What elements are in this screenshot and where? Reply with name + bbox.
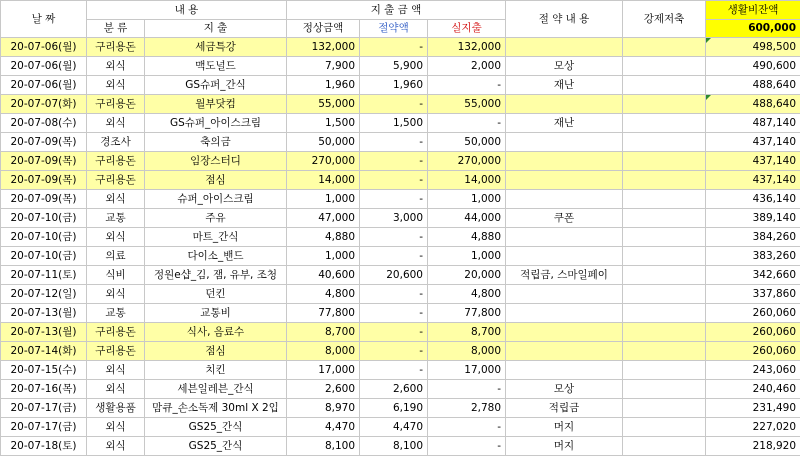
cell-date[interactable]: 20-07-08(수) xyxy=(1,114,87,133)
cell-category[interactable]: 교통 xyxy=(87,209,145,228)
cell-normal-amount[interactable]: 4,470 xyxy=(287,418,360,437)
header-content[interactable]: 내 용 xyxy=(87,1,287,20)
cell-expense-item[interactable]: 세금특강 xyxy=(145,38,287,57)
cell-forced-saving[interactable] xyxy=(623,190,706,209)
cell-actual-amount[interactable]: 50,000 xyxy=(428,133,506,152)
cell-saved-amount[interactable]: 3,000 xyxy=(360,209,428,228)
header-normal-amount[interactable]: 정상금액 xyxy=(287,20,360,38)
cell-date[interactable]: 20-07-17(금) xyxy=(1,399,87,418)
cell-expense-item[interactable]: 점심 xyxy=(145,171,287,190)
cell-category[interactable]: 구리용돈 xyxy=(87,38,145,57)
cell-forced-saving[interactable] xyxy=(623,361,706,380)
table-row xyxy=(1,342,800,361)
cell-saved-amount[interactable]: - xyxy=(360,304,428,323)
cell-normal-amount[interactable]: 270,000 xyxy=(287,152,360,171)
cell-expense-item[interactable]: 세븐일레븐_간식 xyxy=(145,380,287,399)
cell-forced-saving[interactable] xyxy=(623,38,706,57)
cell-expense-item[interactable]: 치킨 xyxy=(145,361,287,380)
cell-living-balance[interactable]: 488,640 xyxy=(706,76,800,95)
cell-actual-amount[interactable]: 44,000 xyxy=(428,209,506,228)
header-saving-note[interactable]: 절 약 내 용 xyxy=(506,1,623,38)
cell-saving-note[interactable] xyxy=(506,152,623,171)
table-row xyxy=(1,38,800,57)
cell-saving-note[interactable] xyxy=(506,323,623,342)
cell-normal-amount[interactable]: 55,000 xyxy=(287,95,360,114)
cell-actual-amount[interactable]: 270,000 xyxy=(428,152,506,171)
cell-saving-note[interactable] xyxy=(506,247,623,266)
cell-saving-note[interactable]: 모상 xyxy=(506,57,623,76)
cell-date[interactable]: 20-07-13(월) xyxy=(1,304,87,323)
cell-category[interactable]: 외식 xyxy=(87,57,145,76)
cell-date[interactable]: 20-07-10(금) xyxy=(1,209,87,228)
cell-expense-item[interactable]: 맥도널드 xyxy=(145,57,287,76)
table-row xyxy=(1,323,800,342)
cell-saved-amount[interactable]: 4,470 xyxy=(360,418,428,437)
cell-saving-note[interactable] xyxy=(506,285,623,304)
cell-forced-saving[interactable] xyxy=(623,57,706,76)
cell-forced-saving[interactable] xyxy=(623,247,706,266)
cell-category[interactable]: 경조사 xyxy=(87,133,145,152)
cell-actual-amount[interactable]: 2,000 xyxy=(428,57,506,76)
cell-category[interactable]: 외식 xyxy=(87,285,145,304)
cell-category[interactable]: 구리용돈 xyxy=(87,171,145,190)
cell-saving-note[interactable] xyxy=(506,361,623,380)
cell-saved-amount[interactable]: - xyxy=(360,342,428,361)
table-row xyxy=(1,57,800,76)
cell-actual-amount[interactable]: 1,000 xyxy=(428,247,506,266)
cell-living-balance[interactable]: 384,260 xyxy=(706,228,800,247)
cell-normal-amount[interactable]: 8,100 xyxy=(287,437,360,456)
cell-forced-saving[interactable] xyxy=(623,171,706,190)
cell-actual-amount[interactable]: 4,800 xyxy=(428,285,506,304)
cell-category[interactable]: 외식 xyxy=(87,437,145,456)
header-actual-amount[interactable]: 실지출 xyxy=(428,20,506,38)
cell-normal-amount[interactable]: 1,960 xyxy=(287,76,360,95)
cell-actual-amount[interactable]: - xyxy=(428,114,506,133)
cell-actual-amount[interactable]: 8,000 xyxy=(428,342,506,361)
table-row xyxy=(1,190,800,209)
cell-expense-item[interactable]: 교통비 xyxy=(145,304,287,323)
cell-expense-item[interactable]: 월부닷컴 xyxy=(145,95,287,114)
header-category[interactable]: 분 류 xyxy=(87,20,145,38)
table-row xyxy=(1,114,800,133)
cell-actual-amount[interactable]: - xyxy=(428,76,506,95)
table-row xyxy=(1,247,800,266)
cell-expense-item[interactable]: 점심 xyxy=(145,342,287,361)
cell-normal-amount[interactable]: 17,000 xyxy=(287,361,360,380)
cell-forced-saving[interactable] xyxy=(623,95,706,114)
cell-living-balance[interactable]: 487,140 xyxy=(706,114,800,133)
cell-saving-note[interactable] xyxy=(506,95,623,114)
cell-date[interactable]: 20-07-14(화) xyxy=(1,342,87,361)
cell-normal-amount[interactable]: 14,000 xyxy=(287,171,360,190)
cell-date[interactable]: 20-07-09(목) xyxy=(1,152,87,171)
cell-date[interactable]: 20-07-15(수) xyxy=(1,361,87,380)
cell-living-balance[interactable]: 231,490 xyxy=(706,399,800,418)
cell-date[interactable]: 20-07-09(목) xyxy=(1,190,87,209)
cell-expense-item[interactable]: 다이소_밴드 xyxy=(145,247,287,266)
cell-normal-amount[interactable]: 4,880 xyxy=(287,228,360,247)
cell-actual-amount[interactable]: - xyxy=(428,437,506,456)
cell-living-balance[interactable]: 437,140 xyxy=(706,171,800,190)
table-row xyxy=(1,304,800,323)
cell-actual-amount[interactable]: 4,880 xyxy=(428,228,506,247)
cell-living-balance[interactable]: 437,140 xyxy=(706,152,800,171)
cell-actual-amount[interactable]: 55,000 xyxy=(428,95,506,114)
cell-saved-amount[interactable]: - xyxy=(360,171,428,190)
cell-living-balance[interactable]: 337,860 xyxy=(706,285,800,304)
cell-category[interactable]: 외식 xyxy=(87,418,145,437)
cell-expense-item[interactable]: 던킨 xyxy=(145,285,287,304)
cell-forced-saving[interactable] xyxy=(623,323,706,342)
cell-saved-amount[interactable]: 1,500 xyxy=(360,114,428,133)
cell-living-balance[interactable]: 260,060 xyxy=(706,342,800,361)
cell-category[interactable]: 의료 xyxy=(87,247,145,266)
table-row xyxy=(1,228,800,247)
header-date[interactable]: 날 짜 xyxy=(1,1,87,38)
cell-date[interactable]: 20-07-18(토) xyxy=(1,437,87,456)
cell-living-balance[interactable]: 342,660 xyxy=(706,266,800,285)
cell-living-balance[interactable]: 389,140 xyxy=(706,209,800,228)
table-row xyxy=(1,418,800,437)
header-saved-amount[interactable]: 절약액 xyxy=(360,20,428,38)
cell-category[interactable]: 외식 xyxy=(87,228,145,247)
cell-date[interactable]: 20-07-09(목) xyxy=(1,133,87,152)
cell-living-balance[interactable]: 437,140 xyxy=(706,133,800,152)
cell-date[interactable]: 20-07-13(월) xyxy=(1,323,87,342)
cell-normal-amount[interactable]: 47,000 xyxy=(287,209,360,228)
cell-date[interactable]: 20-07-16(목) xyxy=(1,380,87,399)
cell-actual-amount[interactable]: 2,780 xyxy=(428,399,506,418)
cell-saving-note[interactable]: 재난 xyxy=(506,114,623,133)
table-row xyxy=(1,266,800,285)
cell-saved-amount[interactable]: 6,190 xyxy=(360,399,428,418)
cell-date[interactable]: 20-07-07(화) xyxy=(1,95,87,114)
cell-forced-saving[interactable] xyxy=(623,304,706,323)
cell-date[interactable]: 20-07-10(금) xyxy=(1,228,87,247)
cell-saved-amount[interactable]: 2,600 xyxy=(360,380,428,399)
cell-living-balance[interactable]: 240,460 xyxy=(706,380,800,399)
cell-actual-amount[interactable]: 1,000 xyxy=(428,190,506,209)
cell-category[interactable]: 교통 xyxy=(87,304,145,323)
cell-normal-amount[interactable]: 8,700 xyxy=(287,323,360,342)
cell-saving-note[interactable] xyxy=(506,304,623,323)
cell-saved-amount[interactable]: - xyxy=(360,285,428,304)
cell-forced-saving[interactable] xyxy=(623,228,706,247)
cell-date[interactable]: 20-07-09(목) xyxy=(1,171,87,190)
cell-normal-amount[interactable]: 50,000 xyxy=(287,133,360,152)
cell-expense-item[interactable]: 슈퍼_아이스크림 xyxy=(145,190,287,209)
cell-expense-item[interactable]: 맘큐_손소독제 30ml X 2입 xyxy=(145,399,287,418)
table-row xyxy=(1,361,800,380)
table-row xyxy=(1,76,800,95)
header-expense[interactable]: 지 출 xyxy=(145,20,287,38)
cell-category[interactable]: 구리용돈 xyxy=(87,152,145,171)
header-amount-group[interactable]: 지 출 금 액 xyxy=(287,1,506,20)
cell-forced-saving[interactable] xyxy=(623,380,706,399)
cell-expense-item[interactable]: GS25_간식 xyxy=(145,418,287,437)
cell-saved-amount[interactable]: - xyxy=(360,361,428,380)
cell-expense-item[interactable]: 주유 xyxy=(145,209,287,228)
cell-expense-item[interactable]: 마트_간식 xyxy=(145,228,287,247)
cell-forced-saving[interactable] xyxy=(623,418,706,437)
cell-living-balance[interactable]: 490,600 xyxy=(706,57,800,76)
cell-living-balance[interactable]: 436,140 xyxy=(706,190,800,209)
cell-saving-note[interactable]: 머지 xyxy=(506,437,623,456)
cell-actual-amount[interactable]: 17,000 xyxy=(428,361,506,380)
cell-saved-amount[interactable]: - xyxy=(360,228,428,247)
cell-saving-note[interactable] xyxy=(506,38,623,57)
table-row xyxy=(1,171,800,190)
cell-actual-amount[interactable]: 14,000 xyxy=(428,171,506,190)
table-row xyxy=(1,380,800,399)
cell-saved-amount[interactable]: - xyxy=(360,133,428,152)
cell-forced-saving[interactable] xyxy=(623,285,706,304)
cell-normal-amount[interactable]: 8,000 xyxy=(287,342,360,361)
cell-actual-amount[interactable]: - xyxy=(428,418,506,437)
cell-forced-saving[interactable] xyxy=(623,152,706,171)
cell-category[interactable]: 식비 xyxy=(87,266,145,285)
cell-category[interactable]: 구리용돈 xyxy=(87,95,145,114)
cell-actual-amount[interactable]: 132,000 xyxy=(428,38,506,57)
cell-category[interactable]: 외식 xyxy=(87,190,145,209)
cell-forced-saving[interactable] xyxy=(623,342,706,361)
table-row xyxy=(1,285,800,304)
cell-category[interactable]: 구리용돈 xyxy=(87,342,145,361)
cell-saved-amount[interactable]: - xyxy=(360,190,428,209)
cell-actual-amount[interactable]: 8,700 xyxy=(428,323,506,342)
cell-saving-note[interactable] xyxy=(506,133,623,152)
cell-normal-amount[interactable]: 40,600 xyxy=(287,266,360,285)
cell-normal-amount[interactable]: 1,500 xyxy=(287,114,360,133)
cell-category[interactable]: 구리용돈 xyxy=(87,323,145,342)
cell-saved-amount[interactable]: 1,960 xyxy=(360,76,428,95)
cell-forced-saving[interactable] xyxy=(623,209,706,228)
cell-living-balance[interactable]: 488,640 xyxy=(706,95,800,114)
header-forced-saving[interactable]: 강제저축 xyxy=(623,1,706,38)
cell-forced-saving[interactable] xyxy=(623,266,706,285)
cell-living-balance[interactable]: 498,500 xyxy=(706,38,800,57)
cell-forced-saving[interactable] xyxy=(623,76,706,95)
cell-living-balance[interactable]: 218,920 xyxy=(706,437,800,456)
cell-category[interactable]: 외식 xyxy=(87,380,145,399)
cell-expense-item[interactable]: GS슈퍼_아이스크림 xyxy=(145,114,287,133)
cell-saved-amount[interactable]: 20,600 xyxy=(360,266,428,285)
cell-saving-note[interactable]: 적립금 xyxy=(506,399,623,418)
table-row xyxy=(1,209,800,228)
cell-saving-note[interactable]: 적립금, 스마일페이 xyxy=(506,266,623,285)
cell-saved-amount[interactable]: - xyxy=(360,38,428,57)
cell-expense-item[interactable]: GS25_간식 xyxy=(145,437,287,456)
cell-living-balance[interactable]: 260,060 xyxy=(706,323,800,342)
cell-saving-note[interactable] xyxy=(506,171,623,190)
cell-normal-amount[interactable]: 1,000 xyxy=(287,190,360,209)
table-row xyxy=(1,399,800,418)
cell-category[interactable]: 외식 xyxy=(87,76,145,95)
cell-date[interactable]: 20-07-10(금) xyxy=(1,247,87,266)
cell-expense-item[interactable]: 식사, 음료수 xyxy=(145,323,287,342)
cell-saved-amount[interactable]: - xyxy=(360,247,428,266)
cell-saving-note[interactable] xyxy=(506,342,623,361)
cell-saving-note[interactable]: 쿠폰 xyxy=(506,209,623,228)
cell-forced-saving[interactable] xyxy=(623,114,706,133)
cell-date[interactable]: 20-07-11(토) xyxy=(1,266,87,285)
cell-normal-amount[interactable]: 1,000 xyxy=(287,247,360,266)
cell-forced-saving[interactable] xyxy=(623,133,706,152)
table-row xyxy=(1,133,800,152)
cell-forced-saving[interactable] xyxy=(623,437,706,456)
cell-normal-amount[interactable]: 4,800 xyxy=(287,285,360,304)
cell-expense-item[interactable]: GS슈퍼_간식 xyxy=(145,76,287,95)
cell-normal-amount[interactable]: 7,900 xyxy=(287,57,360,76)
cell-saved-amount[interactable]: - xyxy=(360,323,428,342)
cell-forced-saving[interactable] xyxy=(623,399,706,418)
cell-saved-amount[interactable]: 8,100 xyxy=(360,437,428,456)
cell-actual-amount[interactable]: - xyxy=(428,380,506,399)
cell-normal-amount[interactable]: 77,800 xyxy=(287,304,360,323)
cell-living-balance[interactable]: 383,260 xyxy=(706,247,800,266)
cell-category[interactable]: 외식 xyxy=(87,114,145,133)
cell-expense-item[interactable]: 축의금 xyxy=(145,133,287,152)
cell-category[interactable]: 생활용품 xyxy=(87,399,145,418)
header-living-balance[interactable]: 생활비잔액 xyxy=(706,1,800,20)
cell-saving-note[interactable]: 모상 xyxy=(506,380,623,399)
cell-living-balance[interactable]: 227,020 xyxy=(706,418,800,437)
cell-saved-amount[interactable]: - xyxy=(360,152,428,171)
cell-saving-note[interactable]: 머지 xyxy=(506,418,623,437)
cell-normal-amount[interactable]: 2,600 xyxy=(287,380,360,399)
cell-saving-note[interactable] xyxy=(506,190,623,209)
cell-saved-amount[interactable]: 5,900 xyxy=(360,57,428,76)
cell-category[interactable]: 외식 xyxy=(87,361,145,380)
cell-date[interactable]: 20-07-17(금) xyxy=(1,418,87,437)
cell-living-balance[interactable]: 260,060 xyxy=(706,304,800,323)
cell-actual-amount[interactable]: 20,000 xyxy=(428,266,506,285)
table-row xyxy=(1,152,800,171)
cell-saved-amount[interactable]: - xyxy=(360,95,428,114)
cell-actual-amount[interactable]: 77,800 xyxy=(428,304,506,323)
cell-expense-item[interactable]: 임장스터디 xyxy=(145,152,287,171)
cell-saving-note[interactable] xyxy=(506,228,623,247)
cell-date[interactable]: 20-07-06(월) xyxy=(1,57,87,76)
cell-date[interactable]: 20-07-06(월) xyxy=(1,76,87,95)
cell-date[interactable]: 20-07-12(일) xyxy=(1,285,87,304)
cell-normal-amount[interactable]: 8,970 xyxy=(287,399,360,418)
cell-living-balance[interactable]: 243,060 xyxy=(706,361,800,380)
living-balance-initial[interactable]: 600,000 xyxy=(706,20,800,38)
table-row xyxy=(1,95,800,114)
cell-normal-amount[interactable]: 132,000 xyxy=(287,38,360,57)
cell-date[interactable]: 20-07-06(월) xyxy=(1,38,87,57)
table-row xyxy=(1,437,800,456)
cell-saving-note[interactable]: 재난 xyxy=(506,76,623,95)
cell-expense-item[interactable]: 정원e샵_김, 잼, 유부, 조청 xyxy=(145,266,287,285)
